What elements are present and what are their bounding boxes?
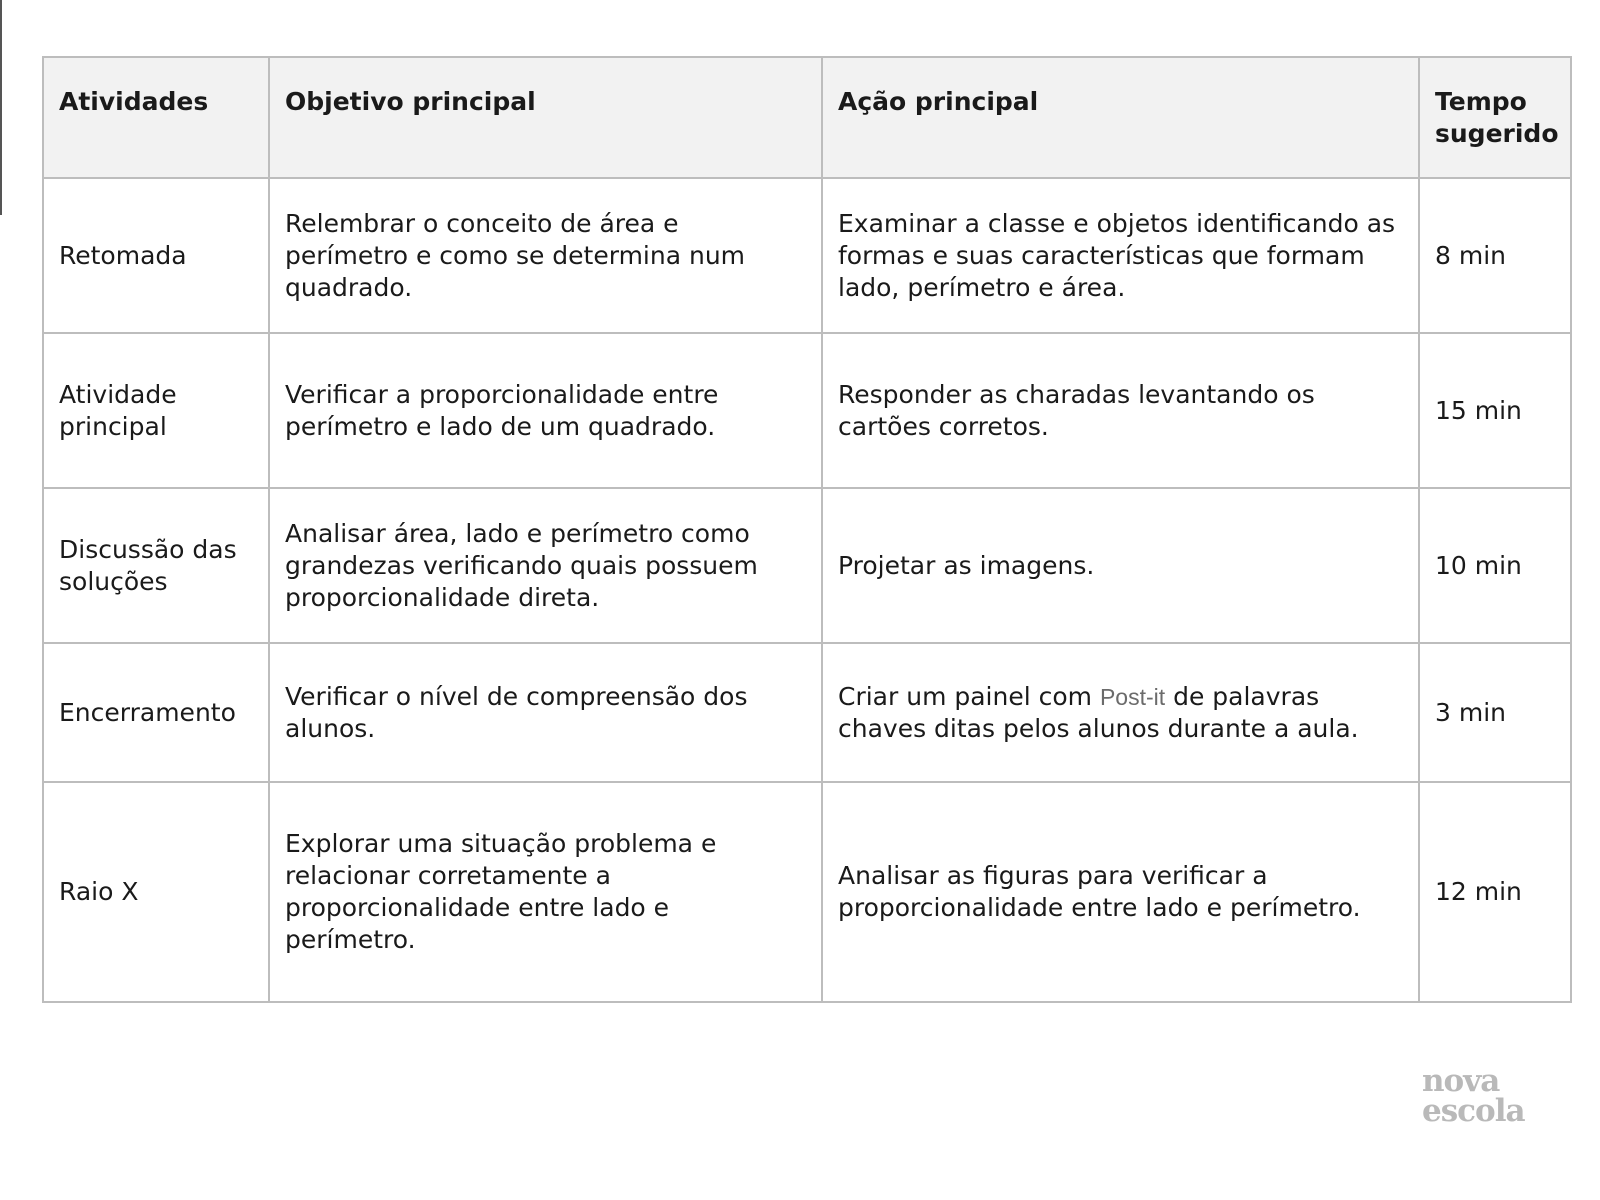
cell-acao: Examinar a classe e objetos identificando as formas e suas características que formam lado, perímetro e área. <box>822 178 1419 333</box>
cell-acao <box>822 643 1419 782</box>
nova-escola-logo <box>1422 1063 1525 1129</box>
table-row <box>43 178 1571 333</box>
table-row <box>43 782 1571 1002</box>
cell-tempo: 8 min <box>1419 178 1571 333</box>
logo-line-nova: nova <box>1422 1063 1500 1099</box>
cell-tempo: 12 min <box>1419 782 1571 1002</box>
cell-atividade: Encerramento <box>43 643 269 782</box>
cell-acao-text-start: Criar um painel com <box>838 681 1100 711</box>
cell-objetivo: Relembrar o conceito de área e perímetro e como se determina num quadrado. <box>269 178 822 333</box>
cell-acao-text-end: de palavras chaves ditas pelos alunos durante a aula. <box>838 681 1359 743</box>
cell-objetivo: Verificar o nível de compreensão dos alunos. <box>269 643 822 782</box>
header-acao-principal: Ação principal <box>822 57 1419 178</box>
logo-line-escola: escola <box>1422 1093 1525 1129</box>
cell-acao: Responder as charadas levantando os cartões corretos. <box>822 333 1419 488</box>
cell-atividade: Raio X <box>43 782 269 1002</box>
cell-tempo: 15 min <box>1419 333 1571 488</box>
header-objetivo-principal: Objetivo principal <box>269 57 822 178</box>
header-atividades: Atividades <box>43 57 269 178</box>
cell-tempo: 3 min <box>1419 643 1571 782</box>
cell-atividade: Retomada <box>43 178 269 333</box>
post-it-term: Post-it <box>1099 683 1166 710</box>
page-edge-marker <box>0 0 2 215</box>
cell-acao: Analisar as figuras para verificar a proporcionalidade entre lado e perímetro. <box>822 782 1419 1002</box>
cell-tempo: 10 min <box>1419 488 1571 643</box>
table-row <box>43 643 1571 782</box>
lesson-plan-table <box>42 56 1572 1003</box>
table-row <box>43 488 1571 643</box>
header-tempo-sugerido: Tempo sugerido <box>1419 57 1571 178</box>
cell-atividade: Discussão das soluções <box>43 488 269 643</box>
cell-objetivo: Analisar área, lado e perímetro como grandezas verificando quais possuem proporcionalidade direta. <box>269 488 822 643</box>
cell-objetivo: Explorar uma situação problema e relacionar corretamente a proporcionalidade entre lado e perímetro. <box>269 782 822 1002</box>
table-header-row <box>43 57 1571 178</box>
table-row <box>43 333 1571 488</box>
cell-acao: Projetar as imagens. <box>822 488 1419 643</box>
cell-atividade: Atividade principal <box>43 333 269 488</box>
cell-objetivo: Verificar a proporcionalidade entre perímetro e lado de um quadrado. <box>269 333 822 488</box>
